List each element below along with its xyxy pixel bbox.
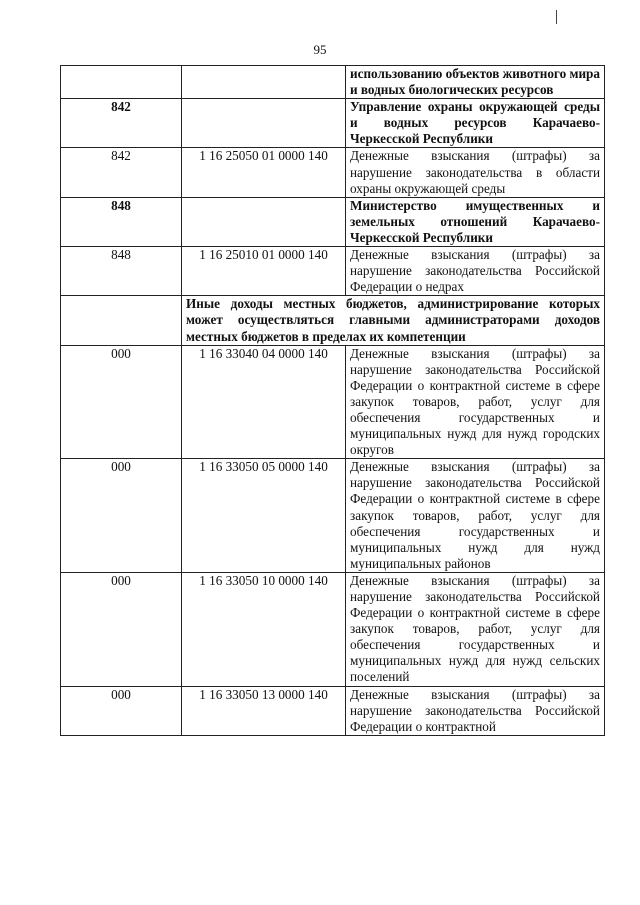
admin-code-cell: 848 (61, 197, 182, 246)
revenue-code-cell (182, 197, 346, 246)
revenue-code-cell (182, 99, 346, 148)
scan-artifact-mark (556, 10, 557, 24)
revenue-name-cell: Денежные взыскания (штрафы) за нарушение законодательства Российской Федерации о контрактной системе в сфере закупок товаров, работ, услуг для обеспечения государственных и муниципальных нужд для нужд сельских поселений (346, 572, 605, 686)
table-row (61, 459, 605, 573)
admin-code-cell: 000 (61, 345, 182, 459)
admin-code-cell: 842 (61, 148, 182, 197)
table-row (61, 686, 605, 735)
table-row (61, 197, 605, 246)
revenue-code-cell: 1 16 25010 01 0000 140 (182, 247, 346, 296)
revenue-name-cell: Денежные взыскания (штрафы) за нарушение законодательства Российской Федерации о недрах (346, 247, 605, 296)
admin-code-cell: 000 (61, 459, 182, 573)
revenue-codes-table (60, 65, 605, 736)
revenue-name-cell: Денежные взыскания (штрафы) за нарушение законодательства Российской Федерации о контрактной системе в сфере закупок товаров, работ, услуг для обеспечения государственных и муниципальных нужд для нужд городских округов (346, 345, 605, 459)
table-row (61, 247, 605, 296)
admin-code-cell (61, 66, 182, 99)
revenue-code-cell: 1 16 25050 01 0000 140 (182, 148, 346, 197)
table-row (61, 66, 605, 99)
revenue-name-cell: Управление охраны окружающей среды и водных ресурсов Карачаево-Черкесской Республики (346, 99, 605, 148)
table-row (61, 148, 605, 197)
revenue-code-cell: 1 16 33040 04 0000 140 (182, 345, 346, 459)
table-row (61, 345, 605, 459)
section-heading-cell: Иные доходы местных бюджетов, администрирование которых может осуществляться главными администраторами доходов местных бюджетов в пределах их компетенции (182, 296, 605, 345)
revenue-name-cell: Денежные взыскания (штрафы) за нарушение законодательства Российской Федерации о контрактной системе в сфере закупок товаров, работ, услуг для обеспечения государственных и муниципальных нужд для нужд муниципальных районов (346, 459, 605, 573)
admin-code-cell: 842 (61, 99, 182, 148)
revenue-name-cell: Денежные взыскания (штрафы) за нарушение законодательства в области охраны окружающей среды (346, 148, 605, 197)
revenue-name-cell: использованию объектов животного мира и водных биологических ресурсов (346, 66, 605, 99)
admin-code-cell: 000 (61, 572, 182, 686)
table-row (61, 572, 605, 686)
page-number: 95 (313, 42, 327, 57)
revenue-code-cell: 1 16 33050 10 0000 140 (182, 572, 346, 686)
revenue-name-cell: Министерство имущественных и земельных отношений Карачаево-Черкесской Республики (346, 197, 605, 246)
admin-code-cell: 848 (61, 247, 182, 296)
revenue-code-cell: 1 16 33050 13 0000 140 (182, 686, 346, 735)
table-row (61, 99, 605, 148)
revenue-code-cell (182, 66, 346, 99)
admin-code-cell: 000 (61, 686, 182, 735)
revenue-code-cell: 1 16 33050 05 0000 140 (182, 459, 346, 573)
admin-code-cell (61, 296, 182, 345)
revenue-name-cell: Денежные взыскания (штрафы) за нарушение законодательства Российской Федерации о контрактной (346, 686, 605, 735)
table-body (61, 66, 605, 736)
table-section-row (61, 296, 605, 345)
